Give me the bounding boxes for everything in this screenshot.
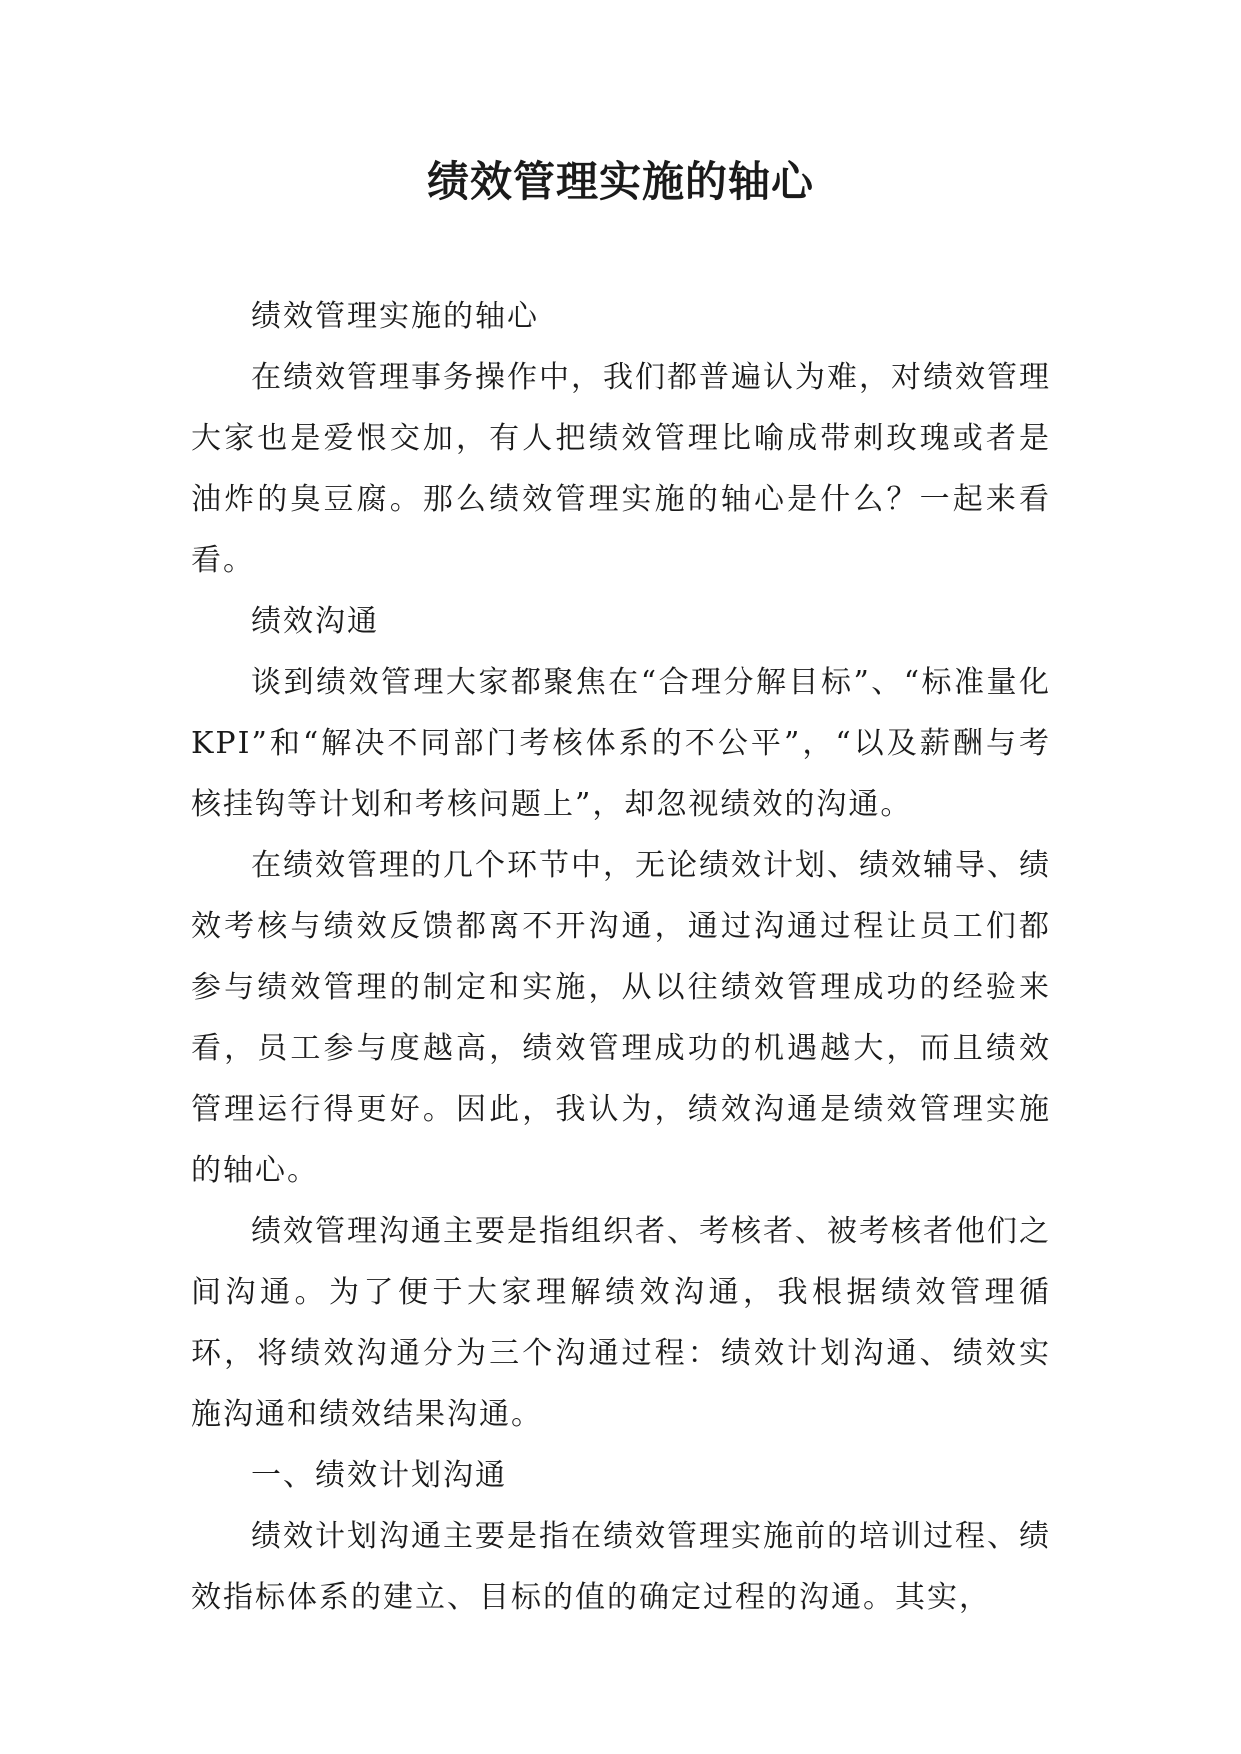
paragraph-intro: 在绩效管理事务操作中，我们都普遍认为难，对绩效管理大家也是爱恨交加，有人把绩效管理比喻成带刺玫瑰或者是油炸的臭豆腐。那么绩效管理实施的轴心是什么？一起来看看。	[191, 360, 1051, 578]
paragraph: 绩效计划沟通主要是指在绩效管理实施前的培训过程、绩效指标体系的建立、目标的值的确定过程的沟通。其实，	[191, 1519, 1051, 1615]
section-heading-plan-communication: 一、绩效计划沟通	[251, 1458, 507, 1493]
paragraph: 在绩效管理的几个环节中，无论绩效计划、绩效辅导、绩效考核与绩效反馈都离不开沟通，通过沟通过程让员工们都参与绩效管理的制定和实施，从以往绩效管理成功的经验来看，员工参与度越高，绩效管理成功的机遇越大，而且绩效管理运行得更好。因此，我认为，绩效沟通是绩效管理实施的轴心。	[191, 848, 1051, 1188]
paragraph-subtitle: 绩效管理实施的轴心	[251, 299, 539, 334]
document-body	[191, 286, 1051, 1628]
section-heading-performance-communication: 绩效沟通	[251, 604, 379, 639]
document-title: 绩效管理实施的轴心	[426, 157, 814, 206]
paragraph: 谈到绩效管理大家都聚焦在“合理分解目标”、“标准量化KPI”和“解决不同部门考核体系的不公平”，“以及薪酬与考核挂钩等计划和考核问题上”，却忽视绩效的沟通。	[191, 665, 1051, 822]
paragraph: 绩效管理沟通主要是指组织者、考核者、被考核者他们之间沟通。为了便于大家理解绩效沟通，我根据绩效管理循环，将绩效沟通分为三个沟通过程：绩效计划沟通、绩效实施沟通和绩效结果沟通。	[191, 1214, 1051, 1432]
